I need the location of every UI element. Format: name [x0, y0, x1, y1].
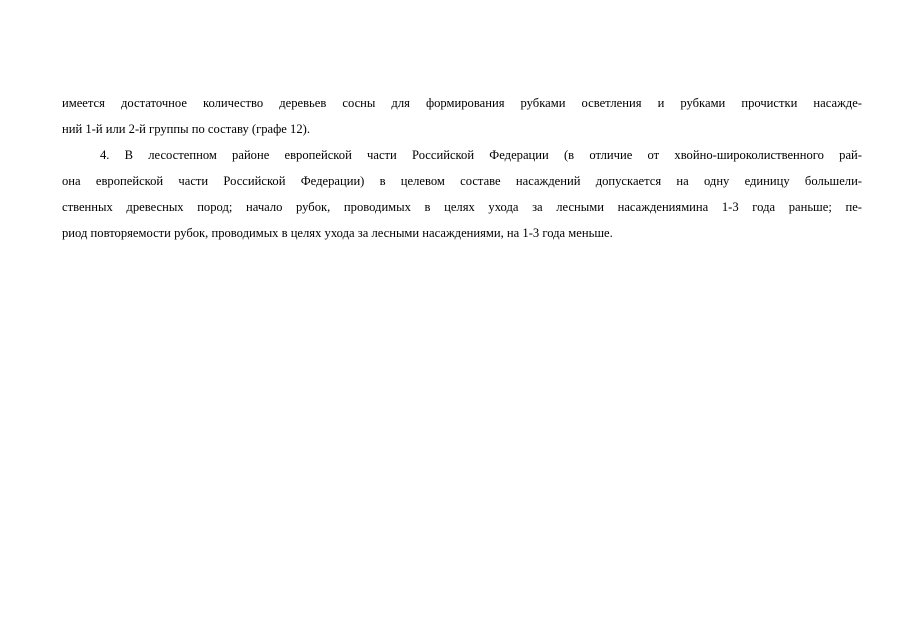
- text-line: имеется достаточное количество деревьев сосны для формирования рубками осветления и рубками прочистки насажде-: [62, 96, 862, 110]
- text-line: ственных древесных пород; начало рубок, проводимых в целях ухода за лесными насаждениямина 1-3 года раньше; пе-: [62, 200, 862, 214]
- paragraph-item-4: [62, 142, 862, 246]
- text-line: она европейской части Российской Федерации) в целевом составе насаждений допускается на одну единицу большели-: [62, 174, 862, 188]
- document-body: [62, 90, 862, 246]
- text-line: 4. В лесостепном районе европейской части Российской Федерации (в отличие от хвойно-широколиственного рай-: [100, 148, 862, 162]
- text-line: ний 1-й или 2-й группы по составу (графе 12).: [62, 122, 310, 136]
- paragraph-continuation: [62, 90, 862, 142]
- text-line: риод повторяемости рубок, проводимых в целях ухода за лесными насаждениями, на 1-3 года меньше.: [62, 226, 613, 240]
